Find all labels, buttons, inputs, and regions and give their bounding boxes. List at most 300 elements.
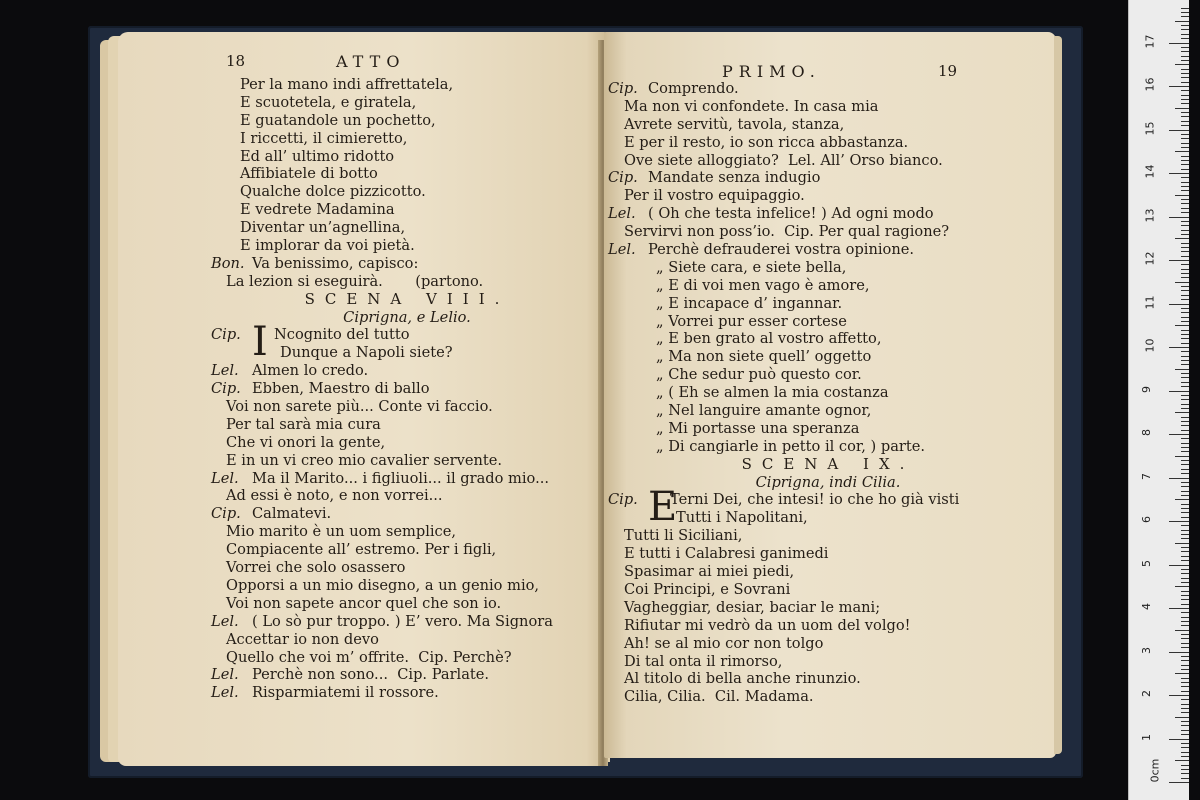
ruler-tick <box>1181 464 1189 465</box>
ruler-tick <box>1181 160 1189 161</box>
ruler-tick <box>1181 164 1189 165</box>
ruler-tick <box>1181 29 1189 30</box>
ruler-tick <box>1181 517 1189 518</box>
text-line <box>212 165 602 183</box>
line-text: Accettar io non devo <box>226 630 379 648</box>
ruler-tick <box>1181 656 1189 657</box>
line-text: E scuotetela, e giratela, <box>240 93 417 111</box>
text-line <box>212 183 602 201</box>
ruler-tick <box>1175 586 1189 587</box>
line-text: Che vi onori la gente, <box>226 433 386 451</box>
text-line <box>608 98 1048 116</box>
line-text: Vagheggiar, desiar, baciar le mani; <box>624 598 881 616</box>
text-line <box>212 76 602 94</box>
text-line <box>212 649 602 667</box>
ruler-tick <box>1181 125 1189 126</box>
ruler-tick <box>1181 99 1189 100</box>
line-text: La lezion si eseguirà. (partono. <box>226 272 484 290</box>
ruler-tick <box>1181 704 1189 705</box>
ruler-tick <box>1181 573 1189 574</box>
line-text: E implorar da voi pietà. <box>240 237 415 255</box>
text-line <box>212 255 602 273</box>
ruler-label: 9 <box>1140 385 1153 393</box>
line-text: Perchè non sono... Cip. Parlate. <box>252 666 490 684</box>
text-line <box>608 187 1048 205</box>
ruler-tick <box>1181 512 1189 513</box>
ruler-tick <box>1181 752 1189 753</box>
ruler-tick <box>1175 151 1189 152</box>
text-line <box>212 577 602 595</box>
ruler-tick <box>1169 652 1189 653</box>
ruler-tick <box>1181 617 1189 618</box>
text-line <box>608 205 1048 223</box>
ruler-tick <box>1181 665 1189 666</box>
line-text: Mio marito è un uom semplice, <box>226 523 456 541</box>
page-edge-right <box>1054 36 1062 754</box>
ruler-tick <box>1181 338 1189 339</box>
text-line <box>608 402 1048 420</box>
ruler-tick <box>1175 195 1189 196</box>
left-page-text <box>212 76 602 702</box>
ruler-tick <box>1181 373 1189 374</box>
line-text: „ E di voi men vago è amore, <box>656 276 870 294</box>
line-text: Quello che voi m’ offrite. Cip. Perchè? <box>226 648 512 666</box>
ruler-tick <box>1181 156 1189 157</box>
ruler-tick <box>1181 417 1189 418</box>
ruler-label: 17 <box>1143 34 1157 48</box>
speaker-label: Cip. <box>211 380 241 398</box>
line-text: „ Ma non siete quell’ oggetto <box>656 348 872 366</box>
ruler-tick <box>1169 347 1189 348</box>
ruler-tick <box>1175 325 1189 326</box>
ruler-tick <box>1181 177 1189 178</box>
ruler-label: 2 <box>1140 690 1153 697</box>
ruler-label: 0cm <box>1148 758 1162 783</box>
text-line <box>212 452 602 470</box>
ruler-tick <box>1181 678 1189 679</box>
ruler-tick <box>1181 190 1189 191</box>
text-line <box>608 330 1048 348</box>
ruler-tick <box>1181 116 1189 117</box>
ruler-tick <box>1181 243 1189 244</box>
ruler-tick <box>1181 525 1189 526</box>
ruler-label: 5 <box>1140 559 1153 567</box>
speaker-label: Lel. <box>211 469 239 487</box>
ruler-tick <box>1181 712 1189 713</box>
ruler-tick <box>1181 660 1189 661</box>
line-text: Perchè defrauderei vostra opinione. <box>648 241 915 259</box>
ruler-tick <box>1181 299 1189 300</box>
text-line <box>608 653 1048 671</box>
ruler-tick <box>1181 591 1189 592</box>
ruler-tick <box>1181 495 1189 496</box>
ruler-tick <box>1181 121 1189 122</box>
ruler-tick <box>1181 312 1189 313</box>
text-line <box>608 384 1048 402</box>
ruler-tick <box>1181 286 1189 287</box>
text-line <box>608 152 1048 170</box>
line-text: E vedrete Madamina <box>240 201 395 219</box>
line-text: Ove siete alloggiato? Lel. All’ Orso bianco. <box>624 151 943 169</box>
ruler-tick <box>1169 608 1189 609</box>
left-page <box>118 32 606 766</box>
text-line <box>212 94 602 112</box>
scene-heading: SCENA IX. <box>741 454 915 473</box>
ruler-tick <box>1181 377 1189 378</box>
ruler-tick <box>1181 264 1189 265</box>
line-text: E in un vi creo mio cavalier servente. <box>226 451 503 469</box>
ruler-tick <box>1181 269 1189 270</box>
ruler-tick <box>1181 138 1189 139</box>
ruler-tick <box>1181 547 1189 548</box>
ruler-tick <box>1169 695 1189 696</box>
ruler-tick <box>1181 686 1189 687</box>
line-text: „ Che sedur può questo cor. <box>656 366 862 384</box>
ruler-tick <box>1181 578 1189 579</box>
ruler-tick <box>1169 565 1189 566</box>
ruler-tick <box>1181 90 1189 91</box>
text-line <box>212 434 602 452</box>
ruler-tick <box>1181 708 1189 709</box>
ruler-tick <box>1181 486 1189 487</box>
ruler-label: 16 <box>1143 77 1157 92</box>
line-text: „ Nel languire amante ognor, <box>656 402 872 420</box>
text-line <box>212 595 602 613</box>
text-line <box>608 313 1048 331</box>
ruler-label: 13 <box>1143 208 1157 222</box>
line-text: Rifiutar mi vedrò da un uom del volgo! <box>624 616 911 634</box>
ruler-tick <box>1181 482 1189 483</box>
text-line <box>212 273 602 291</box>
ruler-tick <box>1181 182 1189 183</box>
text-line <box>608 241 1048 259</box>
ruler-tick <box>1181 25 1189 26</box>
scene-characters: Ciprigna, indi Cilia. <box>755 473 901 491</box>
ruler-tick <box>1181 199 1189 200</box>
text-line <box>212 398 602 416</box>
ruler-tick <box>1169 260 1189 261</box>
scene-heading: SCENA VIII. <box>304 289 510 308</box>
line-text: Voi non sapete ancor quel che son io. <box>226 594 502 612</box>
text-line <box>212 219 602 237</box>
ruler-tick <box>1181 647 1189 648</box>
ruler-tick <box>1181 47 1189 48</box>
line-text: Cilia, Cilia. Cil. Madama. <box>624 688 814 706</box>
text-line <box>608 599 1048 617</box>
ruler-tick <box>1169 521 1189 522</box>
ruler-tick <box>1175 760 1189 761</box>
ruler-tick <box>1181 251 1189 252</box>
text-line <box>212 416 602 434</box>
ruler-tick <box>1181 77 1189 78</box>
ruler-tick <box>1169 478 1189 479</box>
text-line <box>212 631 602 649</box>
line-text: Ncognito del tutto <box>274 326 410 344</box>
ruler-tick <box>1181 143 1189 144</box>
speaker-label: Lel. <box>211 684 239 702</box>
text-line <box>608 116 1048 134</box>
ruler-tick <box>1181 103 1189 104</box>
ruler-tick <box>1181 582 1189 583</box>
ruler-tick <box>1169 217 1189 218</box>
ruler-label: 15 <box>1143 121 1157 135</box>
ruler-tick <box>1181 734 1189 735</box>
line-text: „ E ben grato al vostro affetto, <box>656 330 882 348</box>
line-text: Dunque a Napoli siete? <box>280 344 453 362</box>
ruler-label: 11 <box>1143 295 1157 309</box>
line-text: Coi Principi, e Sovrani <box>624 580 791 598</box>
text-line <box>608 134 1048 152</box>
ruler-tick <box>1181 308 1189 309</box>
text-line <box>212 505 602 523</box>
ruler-tick <box>1181 569 1189 570</box>
ruler-tick <box>1181 530 1189 531</box>
text-line <box>608 635 1048 653</box>
ruler-tick <box>1181 778 1189 779</box>
right-page-text <box>608 80 1048 706</box>
text-line <box>212 201 602 219</box>
scene-characters: Ciprigna, e Lelio. <box>343 308 471 326</box>
text-line <box>608 509 1048 527</box>
text-line <box>608 527 1048 545</box>
ruler-tick <box>1181 147 1189 148</box>
line-text: Opporsi a un mio disegno, a un genio mio, <box>226 576 540 594</box>
ruler-tick <box>1181 277 1189 278</box>
text-line <box>212 613 602 631</box>
line-text: Almen lo credo. <box>252 362 369 380</box>
ruler-tick <box>1181 82 1189 83</box>
ruler-tick <box>1181 221 1189 222</box>
ruler-tick <box>1181 730 1189 731</box>
line-text: Terni Dei, che intesi! io che ho già visti <box>670 491 960 509</box>
ruler-tick <box>1181 604 1189 605</box>
line-text: Compiacente all’ estremo. Per i figli, <box>226 541 497 559</box>
ruler-tick <box>1181 395 1189 396</box>
line-text: „ ( Eh se almen la mia costanza <box>656 384 889 402</box>
ruler-tick <box>1181 773 1189 774</box>
line-text: Di tal onta il rimorso, <box>624 652 783 670</box>
ruler-tick <box>1181 321 1189 322</box>
ruler-tick <box>1175 238 1189 239</box>
text-line <box>608 688 1048 706</box>
line-text: „ Siete cara, e siete bella, <box>656 258 847 276</box>
speaker-label: Lel. <box>608 241 636 259</box>
text-line <box>608 277 1048 295</box>
speaker-label: Lel. <box>211 612 239 630</box>
ruler-tick <box>1181 12 1189 13</box>
ruler-tick <box>1181 691 1189 692</box>
speaker-label: Cip. <box>608 491 638 509</box>
ruler-tick <box>1181 599 1189 600</box>
text-line <box>212 487 602 505</box>
page-number-right: 19 <box>938 62 958 80</box>
measuring-ruler <box>1128 0 1189 800</box>
ruler-tick <box>1181 382 1189 383</box>
ruler-tick <box>1181 643 1189 644</box>
ruler-tick <box>1169 391 1189 392</box>
line-text: Per la mano indi affrettatela, <box>240 76 454 93</box>
ruler-tick <box>1181 225 1189 226</box>
ruler-tick <box>1175 412 1189 413</box>
ruler-tick <box>1181 186 1189 187</box>
ruler-tick <box>1181 330 1189 331</box>
speaker-label: Lel. <box>211 666 239 684</box>
ruler-tick <box>1169 434 1189 435</box>
ruler-tick <box>1169 739 1189 740</box>
ruler-tick <box>1181 364 1189 365</box>
line-text: „ Vorrei pur esser cortese <box>656 312 847 330</box>
ruler-tick <box>1181 534 1189 535</box>
ruler-tick <box>1181 621 1189 622</box>
line-text: „ Di cangiarle in petto il cor, ) parte. <box>656 437 926 455</box>
speaker-label: Bon. <box>211 254 245 272</box>
line-text: „ E incapace d’ ingannar. <box>656 294 843 312</box>
line-text: Servirvi non poss’io. Cip. Per qual ragione? <box>624 223 950 241</box>
line-text: Diventar un’agnellina, <box>240 219 406 237</box>
line-text: I riccetti, il cimieretto, <box>240 129 408 147</box>
ruler-tick <box>1181 451 1189 452</box>
text-line <box>608 617 1048 635</box>
ruler-tick <box>1181 169 1189 170</box>
ruler-label: 1 <box>1140 733 1153 741</box>
ruler-tick <box>1181 430 1189 431</box>
ruler-tick <box>1181 699 1189 700</box>
ruler-tick <box>1181 669 1189 670</box>
line-text: Al titolo di bella anche rinunzio. <box>624 670 861 688</box>
ruler-tick <box>1181 60 1189 61</box>
text-line <box>608 581 1048 599</box>
ruler-tick <box>1181 560 1189 561</box>
speaker-label: Cip. <box>211 505 241 523</box>
text-line <box>608 545 1048 563</box>
ruler-tick <box>1181 421 1189 422</box>
text-line <box>608 420 1048 438</box>
line-text: Avrete servitù, tavola, stanza, <box>624 115 845 133</box>
ruler-tick <box>1181 469 1189 470</box>
ruler-tick <box>1175 108 1189 109</box>
speaker-label: Cip. <box>608 169 638 187</box>
ruler-tick <box>1175 369 1189 370</box>
text-line <box>212 148 602 166</box>
ruler-tick <box>1181 747 1189 748</box>
ruler-label: 4 <box>1140 603 1153 610</box>
text-line <box>608 223 1048 241</box>
ruler-tick <box>1181 638 1189 639</box>
ruler-label: 12 <box>1143 251 1157 266</box>
line-text: Ma il Marito... i figliuoli... il grado mio... <box>252 469 549 487</box>
ruler-tick <box>1181 538 1189 539</box>
ruler-tick <box>1181 247 1189 248</box>
line-text: Mandate senza indugio <box>648 169 821 187</box>
ruler-tick <box>1181 38 1189 39</box>
line-text: Voi non sarete più... Conte vi faccio. <box>226 398 493 416</box>
ruler-tick <box>1181 273 1189 274</box>
ruler-tick <box>1175 282 1189 283</box>
line-text: Tutti li Siciliani, <box>624 527 743 545</box>
ruler-tick <box>1181 8 1189 9</box>
ruler-tick <box>1181 230 1189 231</box>
line-text: Calmatevi. <box>252 505 332 523</box>
ruler-tick <box>1181 51 1189 52</box>
ruler-tick <box>1181 438 1189 439</box>
speaker-label: Cip. <box>608 80 638 97</box>
page-number-left: 18 <box>226 52 246 70</box>
ruler-tick <box>1181 134 1189 135</box>
line-text: E tutti i Calabresi ganimedi <box>624 545 829 563</box>
ruler-tick <box>1181 16 1189 17</box>
ruler-tick <box>1181 256 1189 257</box>
ruler-tick <box>1181 612 1189 613</box>
ruler-tick <box>1181 721 1189 722</box>
line-text: Per tal sarà mia cura <box>226 415 381 433</box>
line-text: Qualche dolce pizzicotto. <box>240 183 426 201</box>
text-line <box>212 470 602 488</box>
text-line <box>212 523 602 541</box>
text-line <box>212 666 602 684</box>
line-text: Ah! se al mio cor non tolgo <box>624 634 824 652</box>
ruler-tick <box>1181 443 1189 444</box>
running-header-right: PRIMO. <box>722 62 821 81</box>
text-line <box>212 559 602 577</box>
speaker-label: Lel. <box>211 362 239 380</box>
text-line <box>212 541 602 559</box>
ruler-tick <box>1175 543 1189 544</box>
text-line <box>608 259 1048 277</box>
ruler-tick <box>1181 208 1189 209</box>
ruler-tick <box>1181 212 1189 213</box>
ruler-tick <box>1181 334 1189 335</box>
ruler-tick <box>1181 743 1189 744</box>
ruler-label: 10 <box>1143 338 1157 353</box>
text-line <box>212 684 602 702</box>
text-line <box>608 670 1048 688</box>
ruler-tick <box>1181 460 1189 461</box>
line-text: ( Lo sò pur troppo. ) E’ vero. Ma Signora <box>252 612 553 630</box>
text-line <box>212 237 602 255</box>
text-line <box>212 380 602 398</box>
ruler-tick <box>1181 112 1189 113</box>
ruler-tick <box>1181 56 1189 57</box>
text-line <box>212 362 602 380</box>
ruler-tick <box>1181 473 1189 474</box>
text-line <box>608 295 1048 313</box>
text-line <box>608 366 1048 384</box>
ruler-tick <box>1181 756 1189 757</box>
text-line <box>608 348 1048 366</box>
line-text: Ad essi è noto, e non vorrei... <box>226 487 443 505</box>
ruler-label: 8 <box>1140 429 1153 436</box>
right-page <box>604 32 1056 758</box>
line-text: E guatandole un pochetto, <box>240 111 436 129</box>
ruler-tick <box>1169 43 1189 44</box>
drop-cap: E <box>648 484 678 531</box>
ruler-tick <box>1181 682 1189 683</box>
ruler-tick <box>1181 343 1189 344</box>
ruler-tick <box>1175 717 1189 718</box>
ruler-tick <box>1175 630 1189 631</box>
ruler-tick <box>1181 504 1189 505</box>
ruler-tick <box>1169 304 1189 305</box>
ruler-tick <box>1181 356 1189 357</box>
line-text: Ebben, Maestro di ballo <box>252 380 430 398</box>
ruler-tick <box>1181 765 1189 766</box>
ruler-tick <box>1169 130 1189 131</box>
line-text: Vorrei che solo osassero <box>226 559 406 577</box>
ruler-tick <box>1181 595 1189 596</box>
line-text: ( Oh che testa infelice! ) Ad ogni modo <box>648 205 934 223</box>
ruler-tick <box>1181 447 1189 448</box>
ruler-tick <box>1181 69 1189 70</box>
